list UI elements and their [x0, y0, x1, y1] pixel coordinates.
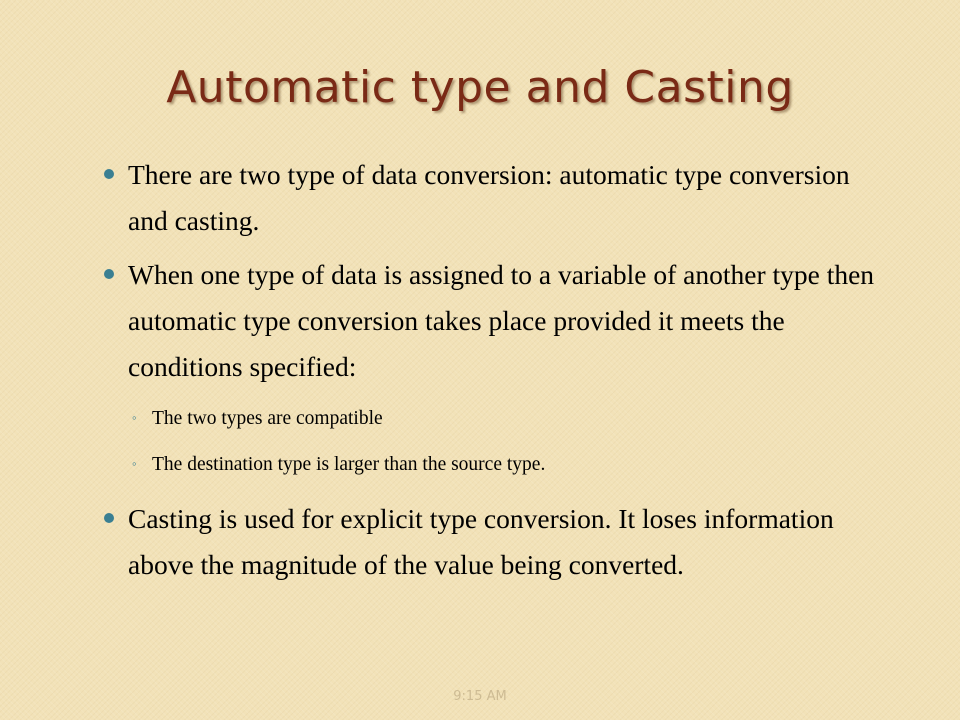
bullet-item — [104, 252, 884, 488]
bullet-dot-icon — [104, 269, 114, 279]
sub-bullet-list — [128, 396, 884, 488]
bullet-text: Casting is used for explicit type conversion. It loses information above the magnitude of the value being converted. — [128, 503, 834, 580]
bullet-text: When one type of data is assigned to a variable of another type then automatic type conversion takes place provided it meets the conditions specified: — [128, 259, 875, 382]
bullet-item — [104, 496, 884, 588]
slide-title: Automatic type and Casting — [166, 62, 794, 113]
sub-bullet-text: The two types are compatible — [152, 408, 383, 429]
sub-bullet-item — [128, 442, 884, 488]
footer-timestamp: 9:15 AM — [453, 689, 507, 704]
bullet-item — [104, 152, 884, 244]
sub-bullet-text: The destination type is larger than the source type. — [152, 454, 546, 475]
bullet-dot-icon — [104, 169, 114, 179]
bullet-dot-icon — [104, 513, 114, 523]
sub-bullet-item — [128, 396, 884, 442]
bullet-text: There are two type of data conversion: automatic type conversion and casting. — [128, 159, 850, 236]
ring-bullet-icon: ◦ — [132, 410, 137, 425]
bullet-list — [104, 152, 884, 596]
ring-bullet-icon: ◦ — [132, 456, 137, 471]
